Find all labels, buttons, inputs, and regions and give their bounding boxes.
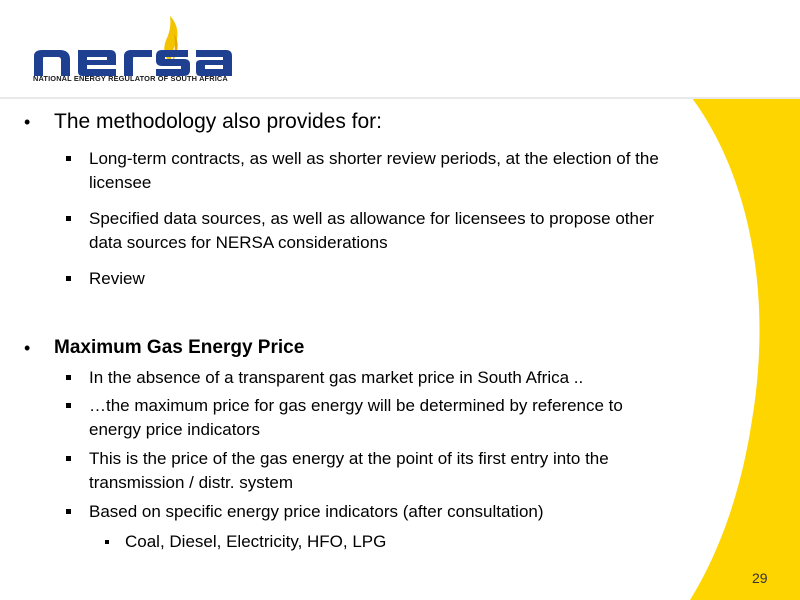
list-item <box>89 447 609 495</box>
list-item <box>89 147 659 195</box>
page-number: 29 <box>752 570 768 586</box>
list-item-text: …the maximum price for gas energy will be determined by reference to <box>89 396 623 415</box>
square-bullet-icon <box>66 156 71 161</box>
list-item-text: This is the price of the gas energy at the point of its first entry into the <box>89 449 609 468</box>
list-item-text-cont: data sources for NERSA considerations <box>89 233 388 252</box>
round-bullet-icon: • <box>24 338 31 358</box>
square-bullet-icon <box>66 403 71 408</box>
list-item <box>89 207 654 255</box>
square-bullet-icon <box>66 509 71 514</box>
sub-list-item <box>125 530 386 554</box>
square-bullet-icon <box>66 375 71 380</box>
list-item-text: Review <box>89 269 145 288</box>
list-item-text: Specified data sources, as well as allowance for licensees to propose other <box>89 209 655 228</box>
round-bullet-icon: • <box>24 112 31 132</box>
list-item-text-cont: licensee <box>89 173 152 192</box>
square-bullet-icon <box>66 216 71 221</box>
list-item <box>89 366 583 390</box>
bullet-max-gas-price <box>24 336 305 360</box>
list-item-text: Based on specific energy price indicators (after consultation) <box>89 502 544 521</box>
list-item <box>89 500 544 524</box>
bullet-methodology <box>24 110 383 134</box>
list-item-text: Long-term contracts, as well as shorter review periods, at the election of the <box>89 149 659 168</box>
list-item-text-cont: transmission / distr. system <box>89 473 294 492</box>
square-bullet-icon <box>66 456 71 461</box>
square-bullet-icon <box>105 540 109 544</box>
logo-tagline: NATIONAL ENERGY REGULATOR OF SOUTH AFRICA <box>33 74 228 83</box>
sub-list-item-text: Coal, Diesel, Electricity, HFO, LPG <box>125 532 387 551</box>
list-item-text-cont: energy price indicators <box>89 420 261 439</box>
list-item <box>89 267 145 291</box>
list-item <box>89 394 623 442</box>
square-bullet-icon <box>66 276 71 281</box>
section1-heading: The methodology also provides for: <box>54 110 383 133</box>
section2-heading: Maximum Gas Energy Price <box>54 337 305 358</box>
list-item-text: In the absence of a transparent gas market price in South Africa .. <box>89 368 584 387</box>
